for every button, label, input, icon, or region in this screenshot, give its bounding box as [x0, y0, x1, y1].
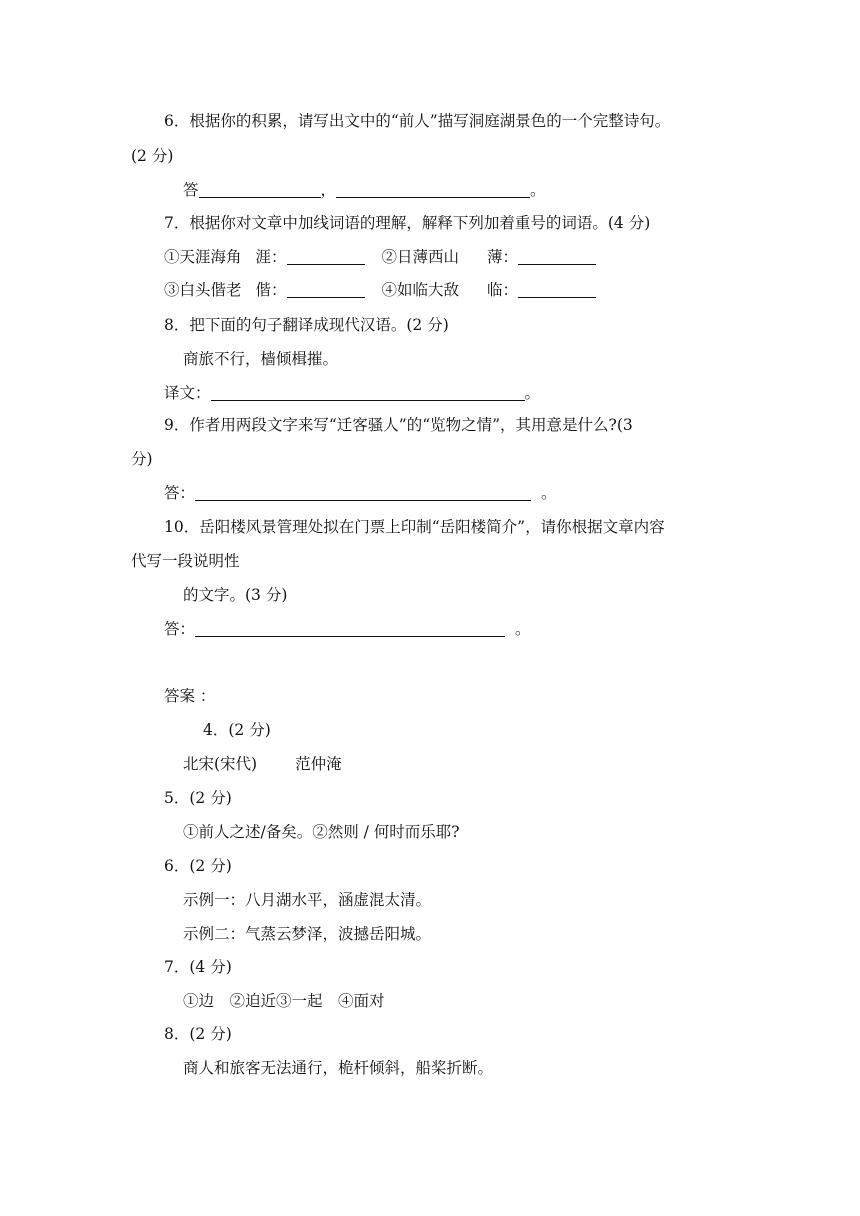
q7-prompt: 7．根据你对文章中加线词语的理解，解释下列加着重号的词语。(4 分)	[164, 214, 651, 232]
answer-7-label: 7．(4 分)	[164, 958, 232, 976]
answer-4-text	[183, 754, 342, 774]
q8-answer-blank	[211, 384, 525, 401]
q7-item4-blank	[518, 281, 596, 298]
q7-item2-phrase: ②日薄西山	[381, 248, 460, 266]
q6-prompt-line1: 6．根据你的积累，请写出文中的“前人”描写洞庭湖景色的一个完整诗句。	[164, 112, 671, 130]
q8-sentence: 商旅不行，樯倾楫摧。	[183, 350, 339, 368]
q7-item1-word: 涯：	[255, 248, 287, 266]
q6-period: 。	[530, 181, 546, 199]
q9-prompt-line2: 分)	[131, 450, 153, 468]
answer-8-label: 8．(2 分)	[164, 1025, 232, 1043]
q10-prompt-line1: 10．岳阳楼风景管理处拟在门票上印制“岳阳楼简介”，请你根据文章内容	[164, 518, 665, 536]
q7-items-row2	[164, 280, 596, 300]
q10-answer-label: 答：	[164, 620, 196, 638]
q10-period: 。	[515, 620, 531, 638]
q8-period: 。	[524, 384, 541, 402]
q7-item3-blank	[287, 281, 365, 298]
q8-prompt: 8．把下面的句子翻译成现代汉语。(2 分)	[164, 316, 449, 334]
q7-item2-blank	[518, 248, 596, 265]
q7-item1-blank	[287, 248, 365, 265]
answer-4-era: 北宋(宋代)	[183, 755, 258, 773]
q8-answer-line	[164, 383, 540, 403]
q9-answer-label: 答：	[164, 484, 196, 502]
q10-prompt-line2: 代写一段说明性	[131, 552, 240, 570]
answer-4-label: 4．(2 分)	[203, 721, 271, 739]
answer-4-author: 范仲淹	[295, 755, 342, 773]
answer-6-label: 6．(2 分)	[164, 857, 232, 875]
q6-prompt-line2: (2 分)	[131, 147, 174, 165]
answer-8-text: 商人和旅客无法通行，桅杆倾斜，船桨折断。	[183, 1059, 494, 1077]
q7-item4-phrase: ④如临大敌	[381, 281, 460, 299]
answers-heading: 答案 ：	[164, 687, 216, 705]
q6-answer-blank-2	[336, 181, 530, 198]
q6-answer-blank-1	[199, 181, 321, 198]
q7-item2-word: 薄：	[487, 248, 519, 266]
q7-items-row1	[164, 247, 596, 267]
answer-6-example-1: 示例一：八月湖水平，涵虚混太清。	[183, 891, 432, 909]
q9-answer-line	[164, 483, 557, 503]
q10-answer-blank	[195, 620, 505, 637]
q10-answer-line	[164, 619, 531, 639]
answer-5-text: ①前人之述/备矣。②然则 / 何时而乐耶?	[183, 823, 460, 841]
q7-item4-word: 临：	[487, 281, 519, 299]
q9-answer-blank	[195, 484, 531, 501]
q9-period: 。	[541, 484, 557, 502]
q7-item3-phrase: ③白头偕老	[164, 281, 242, 299]
q6-comma: ，	[320, 181, 337, 199]
answer-7-text: ①边 ②迫近③一起 ④面对	[183, 992, 385, 1010]
q9-prompt-line1: 9．作者用两段文字来写“迁客骚人”的“览物之情”，其用意是什么?(3	[164, 416, 633, 434]
q8-answer-label: 译文：	[164, 384, 211, 402]
q7-item3-word: 偕：	[255, 281, 287, 299]
q6-answer-label: 答	[183, 181, 199, 199]
answer-6-example-2: 示例二：气蒸云梦泽，波撼岳阳城。	[183, 925, 432, 943]
q6-answer-line	[183, 180, 546, 200]
q10-prompt-line3: 的文字。(3 分)	[183, 586, 288, 604]
answer-5-label: 5．(2 分)	[164, 789, 232, 807]
q7-item1-phrase: ①天涯海角	[164, 248, 242, 266]
